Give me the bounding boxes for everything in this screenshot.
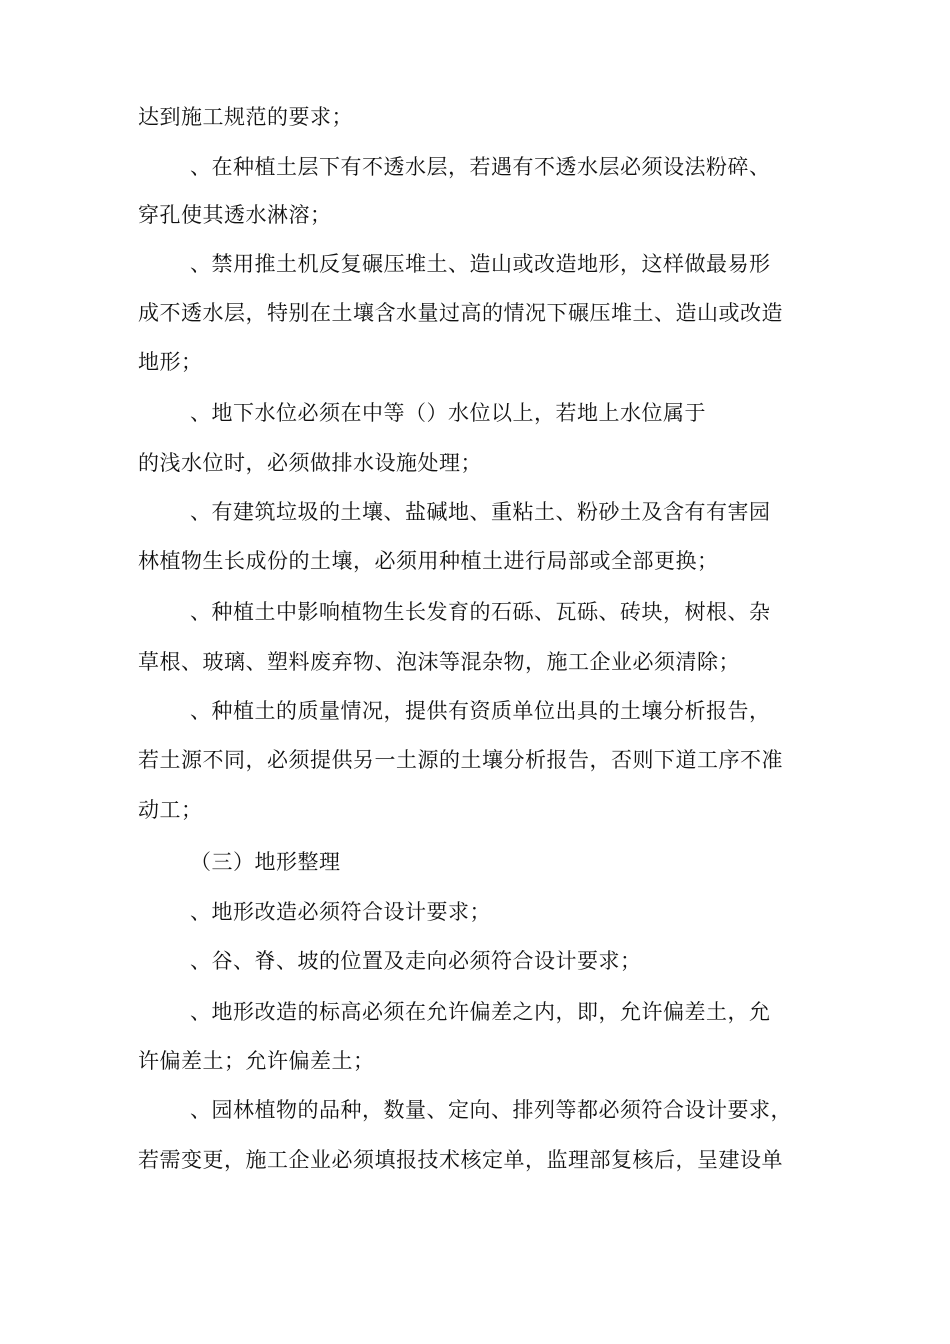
- text-line: 穿孔使其透水淋溶；: [138, 203, 332, 227]
- text-line: 达到施工规范的要求；: [138, 105, 353, 129]
- text-line: 、地形改造的标高必须在允许偏差之内，即，允许偏差土，允: [190, 1000, 771, 1024]
- text-line: 、禁用推土机反复碾压堆土、造山或改造地形，这样做最易形: [190, 252, 771, 276]
- text-line: 、地形改造必须符合设计要求；: [190, 900, 491, 924]
- text-line: 、地下水位必须在中等（）水位以上，若地上水位属于: [190, 401, 706, 425]
- text-line: 的浅水位时，必须做排水设施处理；: [138, 451, 482, 475]
- text-line: 、在种植土层下有不透水层，若遇有不透水层必须设法粉碎、: [190, 155, 771, 179]
- text-line: 动工；: [138, 798, 203, 822]
- text-line: 、种植土的质量情况，提供有资质单位出具的土壤分析报告，: [190, 699, 771, 723]
- text-line: 许偏差土；允许偏差土；: [138, 1049, 375, 1073]
- text-line: 、谷、脊、坡的位置及走向必须符合设计要求；: [190, 949, 642, 973]
- text-line: 、园林植物的品种，数量、定向、排列等都必须符合设计要求，: [190, 1098, 792, 1122]
- text-line: 、有建筑垃圾的土壤、盐碱地、重粘土、粉砂土及含有有害园: [190, 500, 771, 524]
- text-line: 地形；: [138, 350, 203, 374]
- text-line: 草根、玻璃、塑料废弃物、泡沫等混杂物，施工企业必须清除；: [138, 650, 740, 674]
- text-line: 成不透水层，特别在土壤含水量过高的情况下碾压堆土、造山或改造: [138, 301, 783, 325]
- section-heading: （三）地形整理: [190, 850, 341, 874]
- text-line: 若土源不同，必须提供另一土源的土壤分析报告，否则下道工序不准: [138, 748, 783, 772]
- text-line: 若需变更，施工企业必须填报技术核定单，监理部复核后，呈建设单: [138, 1148, 783, 1172]
- text-line: 林植物生长成份的土壤，必须用种植土进行局部或全部更换；: [138, 549, 719, 573]
- text-line: 、种植土中影响植物生长发育的石砾、瓦砾、砖块，树根、杂: [190, 600, 771, 624]
